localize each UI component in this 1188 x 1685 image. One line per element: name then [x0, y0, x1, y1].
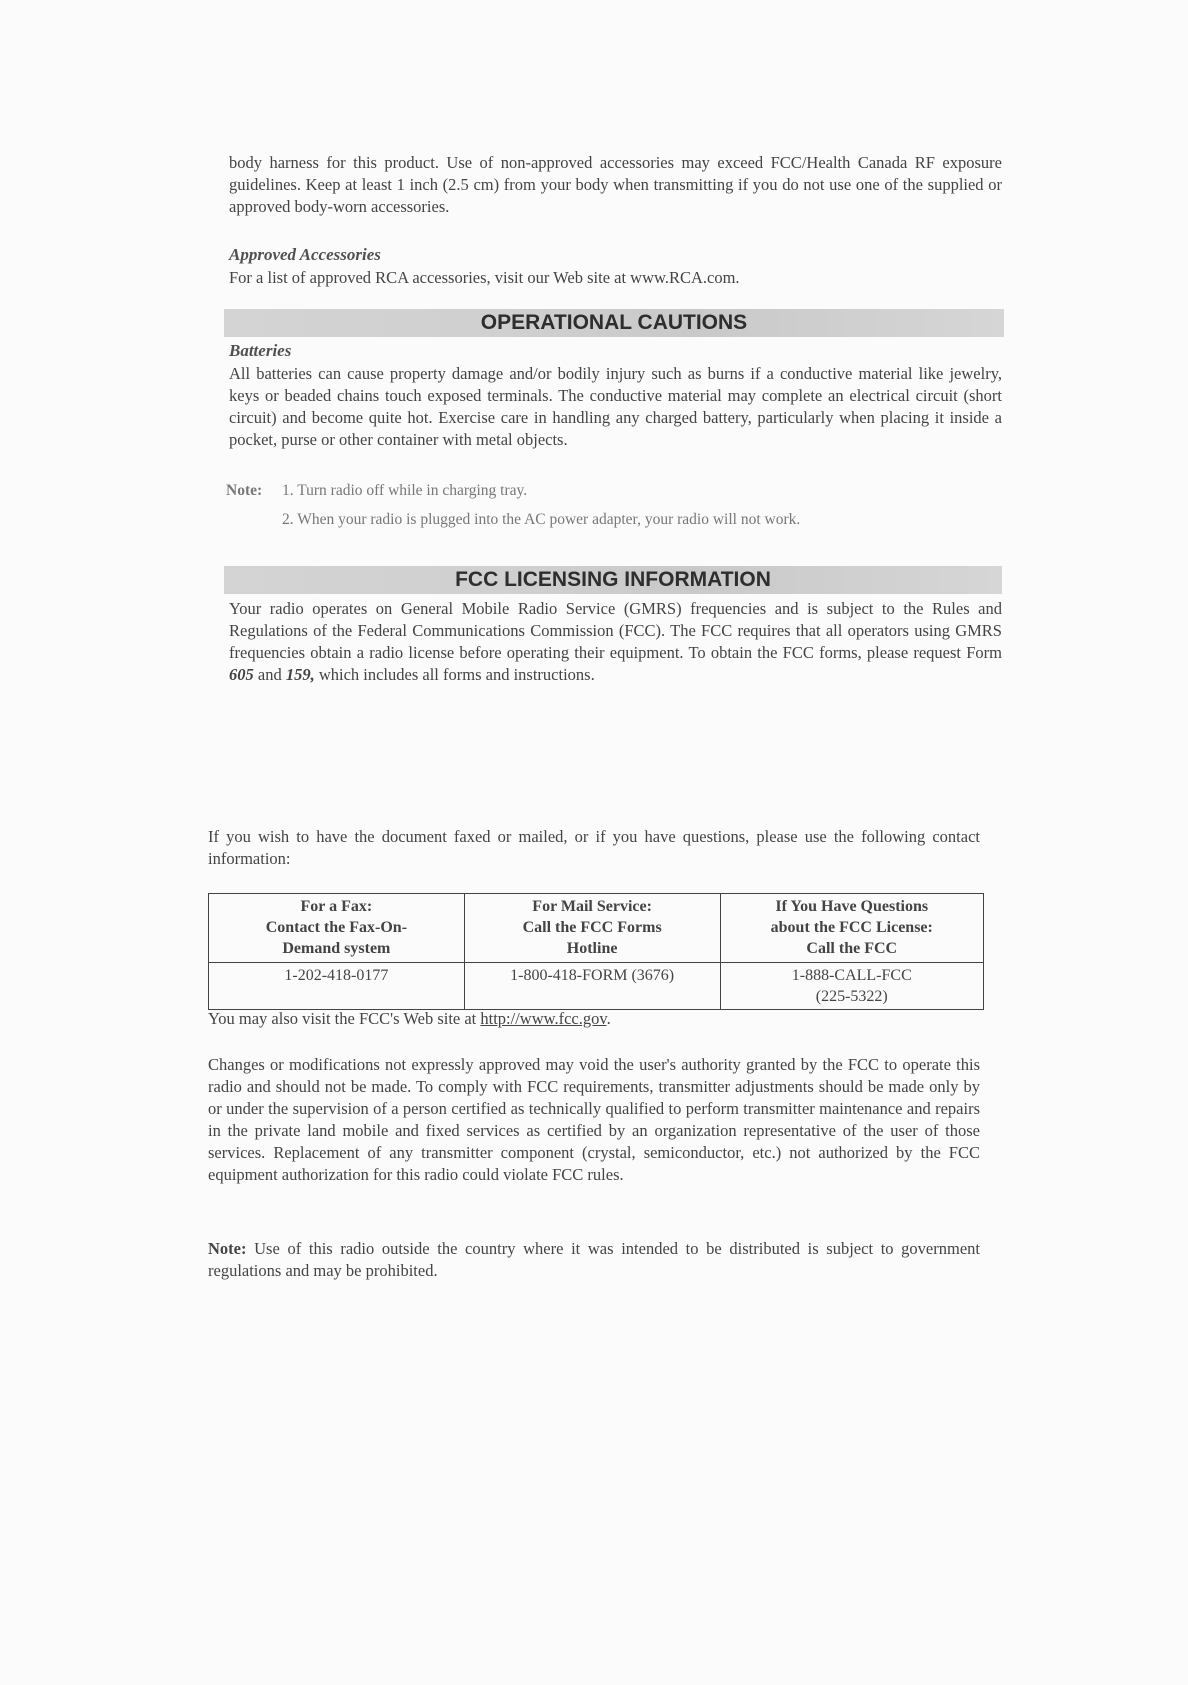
fax-number: 1-202-418-0177: [209, 963, 465, 1010]
fcc-call-number: 1-888-CALL-FCC (225-5322): [720, 963, 984, 1010]
table-row: [209, 963, 984, 1010]
fax-header: For a Fax: Contact the Fax-On- Demand system: [209, 894, 465, 963]
intro-paragraph: body harness for this product. Use of non-approved accessories may exceed FCC/Health Canada RF exposure guidelines. Keep at least 1 inch (2.5 cm) from your body when transmitting if you do not use one of the supplied or approved body-worn accessories.: [229, 153, 1002, 216]
fcc-website-line: You may also visit the FCC's Web site at http://www.fcc.gov.: [208, 1009, 611, 1028]
mail-header: For Mail Service: Call the FCC Forms Hotline: [464, 894, 720, 963]
fcc-licensing-banner: FCC LICENSING INFORMATION: [224, 566, 1002, 594]
note-label: Note:: [226, 482, 263, 499]
fcc-website-link[interactable]: http://www.fcc.gov: [480, 1009, 607, 1028]
approved-accessories-heading: Approved Accessories: [229, 245, 381, 264]
contact-table: [208, 893, 984, 1010]
changes-paragraph: Changes or modifications not expressly approved may void the user's authority granted by the FCC to operate this radio and should not be made. To comply with FCC requirements, transmitter adjustments should be made only by or under the supervision of a person certified as technically qualified to perform transmitter maintenance and repairs in the private land mobile and fixed services as certified by an organization representative of the user of those services. Replacement of any transmitter component (crystal, semiconductor, etc.) not authorized by the FCC equipment authorization for this radio could violate FCC rules.: [208, 1055, 980, 1184]
questions-header: If You Have Questions about the FCC License: Call the FCC: [720, 894, 984, 963]
note-text: 1. Turn radio off while in charging tray.: [282, 482, 528, 499]
forms-hotline-number: 1-800-418-FORM (3676): [464, 963, 720, 1010]
contact-intro: If you wish to have the document faxed or mailed, or if you have questions, please use the following contact information:: [208, 827, 980, 868]
note-text: 2. When your radio is plugged into the AC power adapter, your radio will not work.: [282, 511, 801, 528]
operational-cautions-banner: OPERATIONAL CAUTIONS: [224, 309, 1004, 337]
form-159: 159,: [285, 665, 315, 684]
approved-accessories-text: For a list of approved RCA accessories, visit our Web site at www.RCA.com.: [229, 268, 740, 287]
caution-note-2: [282, 511, 800, 529]
final-note-label: Note:: [208, 1239, 247, 1258]
batteries-heading: Batteries: [229, 341, 292, 360]
caution-note-1: [226, 482, 527, 500]
final-note: Note: Use of this radio outside the country where it was intended to be distributed is subject to government regulations and may be prohibited.: [208, 1239, 980, 1280]
fcc-licensing-text: Your radio operates on General Mobile Radio Service (GMRS) frequencies and is subject to the Rules and Regulations of the Federal Communications Commission (FCC). The FCC requires that all operators using GMRS frequencies obtain a radio license before operating their equipment. To obtain the FCC forms, please request Form 605 and 159, which includes all forms and instructions.: [229, 599, 1002, 684]
batteries-text: All batteries can cause property damage and/or bodily injury such as burns if a conductive material like jewelry, keys or beaded chains touch exposed terminals. The conductive material may complete an electrical circuit (short circuit) and become quite hot. Exercise care in handling any charged battery, particularly when placing it inside a pocket, purse or other container with metal objects.: [229, 364, 1002, 449]
table-header-row: [209, 894, 984, 963]
form-605: 605: [229, 665, 254, 684]
